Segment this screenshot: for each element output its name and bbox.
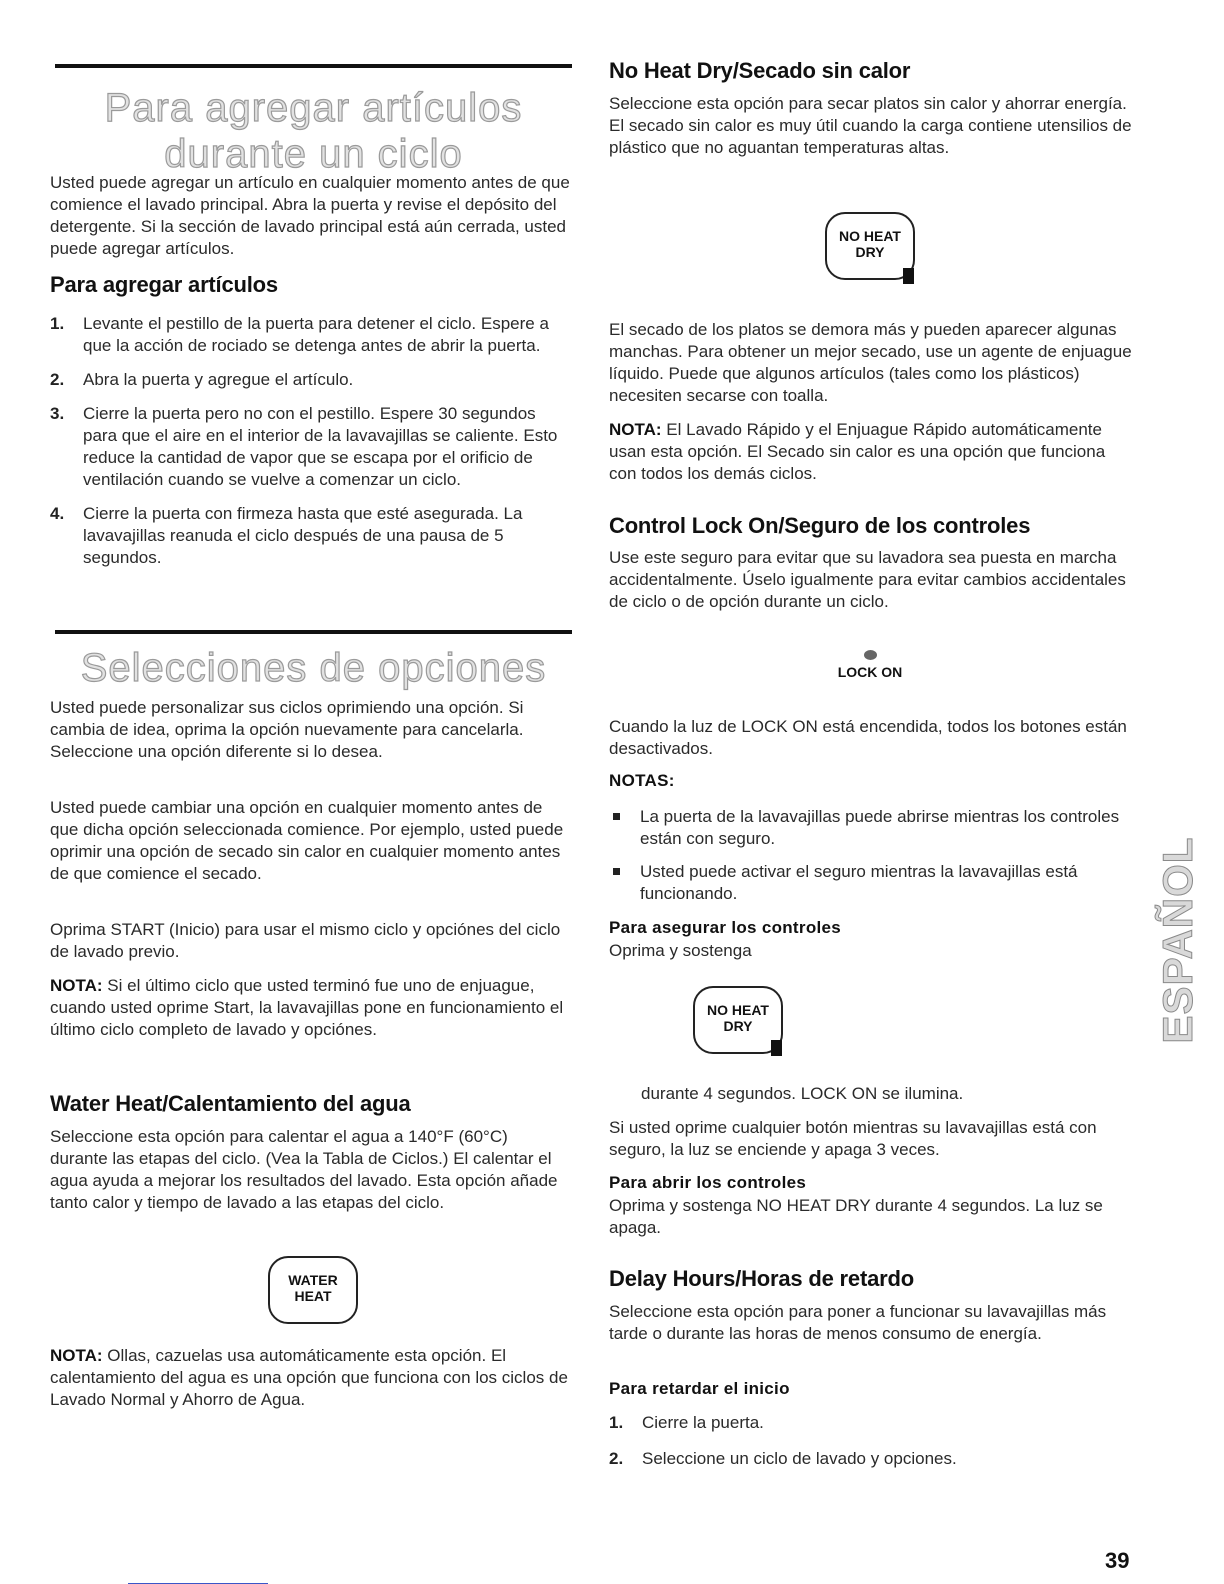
section-rule-top xyxy=(55,64,572,68)
secure-controls-text: Oprima y sostenga xyxy=(609,941,752,960)
delay-start-heading: Para retardar el inicio xyxy=(609,1379,790,1398)
no-heat-heading: No Heat Dry/Secado sin calor xyxy=(609,58,911,83)
lock-notes-list xyxy=(609,806,1134,905)
no-heat-dry-button[interactable]: NO HEAT DRY xyxy=(825,212,915,280)
add-items-title-line2: durante un ciclo xyxy=(164,132,463,176)
add-items-title-line1: Para agregar artículos xyxy=(104,86,523,130)
list-item: 1. Cierre la puerta. xyxy=(609,1413,764,1432)
add-items-intro: Usted puede agregar un artículo en cualquier momento antes de que comience el lavado principal. Abra la puerta y revise el depósito del detergente. Si la sección de lavado principal está aún cerrada, usted puede agregar artículos. xyxy=(50,173,570,258)
options-paragraph-1: Usted puede personalizar sus ciclos oprimiendo una opción. Si cambia de idea, oprima la opción nuevamente para cancelarla. Seleccione una opción diferente si lo desea. xyxy=(50,698,524,761)
unlock-controls-heading: Para abrir los controles xyxy=(609,1173,807,1192)
lock-on-light-icon xyxy=(864,650,877,660)
control-lock-paragraph-2: Cuando la luz de LOCK ON está encendida, todos los botones están desactivados. xyxy=(609,717,1127,758)
options-note: NOTA: Si el último ciclo que usted terminó fue uno de enjuague, cuando usted oprime Start, la lavavajillas pone en funcionamiento el último ciclo completo de lavado y opciónes. xyxy=(50,976,564,1039)
section-rule-options xyxy=(55,630,572,634)
add-items-steps xyxy=(50,313,572,569)
delay-hours-heading: Delay Hours/Horas de retardo xyxy=(609,1266,914,1291)
control-lock-paragraph-3: Si usted oprime cualquier botón mientras su lavavajillas está con seguro, la luz se enciende y apaga 3 veces. xyxy=(609,1118,1097,1159)
options-paragraph-2: Usted puede cambiar una opción en cualquier momento antes de que dicha opción seleccionada comience. Por ejemplo, usted puede oprimir una opción de secado sin calor en cualquier momento antes de que comience el secado. xyxy=(50,798,564,883)
options-paragraph-3: Oprima START (Inicio) para usar el mismo ciclo y opciónes del ciclo de lavado previo. xyxy=(50,920,561,961)
unlock-controls-text: Oprima y sostenga NO HEAT DRY durante 4 segundos. La luz se apaga. xyxy=(609,1196,1103,1237)
list-item: 1. Levante el pestillo de la puerta para detener el ciclo. Espere a que la acción de rociado se detenga antes de abrir la puerta. xyxy=(50,314,549,355)
lock-no-heat-dry-button[interactable]: NO HEAT DRY xyxy=(693,986,783,1054)
no-heat-paragraph-2: El secado de los platos se demora más y pueden aparecer algunas manchas. Para obtener un mejor secado, use un agente de enjuague líquido. Puede que algunos artículos (tales como los plásticos) necesiten secarse con toalla. xyxy=(609,320,1132,405)
water-heat-paragraph: Seleccione esta opción para calentar el agua a 140°F (60°C) durante las etapas del ciclo. (Vea la Tabla de Ciclos.) El calentar el agua ayuda a mejorar los resultados del lavado. Esta opción añade tanto calor y tiempo de lavado a las etapas del ciclo. xyxy=(50,1127,558,1212)
lock-during-text: durante 4 segundos. LOCK ON se ilumina. xyxy=(641,1084,964,1103)
control-lock-paragraph-1: Use este seguro para evitar que su lavadora sea puesta en marcha accidentalmente. Úselo igualmente para evitar cambios accidentales de ciclo o de opción durante un ciclo. xyxy=(609,548,1126,611)
lock-led-icon xyxy=(771,1040,782,1056)
no-heat-led-icon xyxy=(903,268,914,284)
page-number: 39 xyxy=(1105,1548,1130,1573)
no-heat-paragraph-1: Seleccione esta opción para secar platos sin calor y ahorrar energía. El secado sin calor es muy útil cuando la carga contiene utensilios de plástico que no aguantan temperaturas altas. xyxy=(609,94,1132,157)
options-title: Selecciones de opciones xyxy=(80,646,547,690)
water-heat-note: NOTA: Ollas, cazuelas usa automáticamente esta opción. El calentamiento del agua es una opción que funciona con los ciclos de Lavado Normal y Ahorro de Agua. xyxy=(50,1346,568,1409)
list-item: 2. Seleccione un ciclo de lavado y opciones. xyxy=(609,1449,957,1468)
water-heat-heading: Water Heat/Calentamiento del agua xyxy=(50,1091,411,1116)
add-items-title xyxy=(55,85,572,177)
add-items-subhead: Para agregar artículos xyxy=(50,272,278,297)
list-item: Usted puede activar el seguro mientras la lavavajillas está funcionando. xyxy=(609,861,1134,905)
lock-on-indicator: LOCK ON xyxy=(820,650,920,680)
delay-hours-paragraph: Seleccione esta opción para poner a funcionar su lavavajillas más tarde o durante las horas de menos consumo de energía. xyxy=(609,1302,1107,1343)
delay-steps xyxy=(609,1412,1134,1470)
list-item: 4. Cierre la puerta con firmeza hasta que esté asegurada. La lavavajillas reanuda el ciclo después de una pausa de 5 segundos. xyxy=(50,504,523,567)
lock-notes-heading: NOTAS: xyxy=(609,771,675,790)
control-lock-heading: Control Lock On/Seguro de los controles xyxy=(609,513,1031,538)
language-sidebar: ESPAÑOL xyxy=(1154,836,1201,1044)
water-heat-button[interactable]: WATER HEAT xyxy=(268,1256,358,1324)
list-item: 3. Cierre la puerta pero no con el pestillo. Espere 30 segundos para que el aire en el interior de la lavavajillas se caliente. Esto reduce la cantidad de vapor que se escapa por el orificio de ventilación cuando se vuelve a comenzar un ciclo. xyxy=(50,404,558,489)
secure-controls-heading: Para asegurar los controles xyxy=(609,918,842,937)
list-item: La puerta de la lavavajillas puede abrirse mientras los controles están con seguro. xyxy=(609,806,1134,850)
no-heat-note: NOTA: El Lavado Rápido y el Enjuague Rápido automáticamente usan esta opción. El Secado sin calor es una opción que funciona con todos los demás ciclos. xyxy=(609,420,1106,483)
list-item: 2. Abra la puerta y agregue el artículo. xyxy=(50,370,354,389)
